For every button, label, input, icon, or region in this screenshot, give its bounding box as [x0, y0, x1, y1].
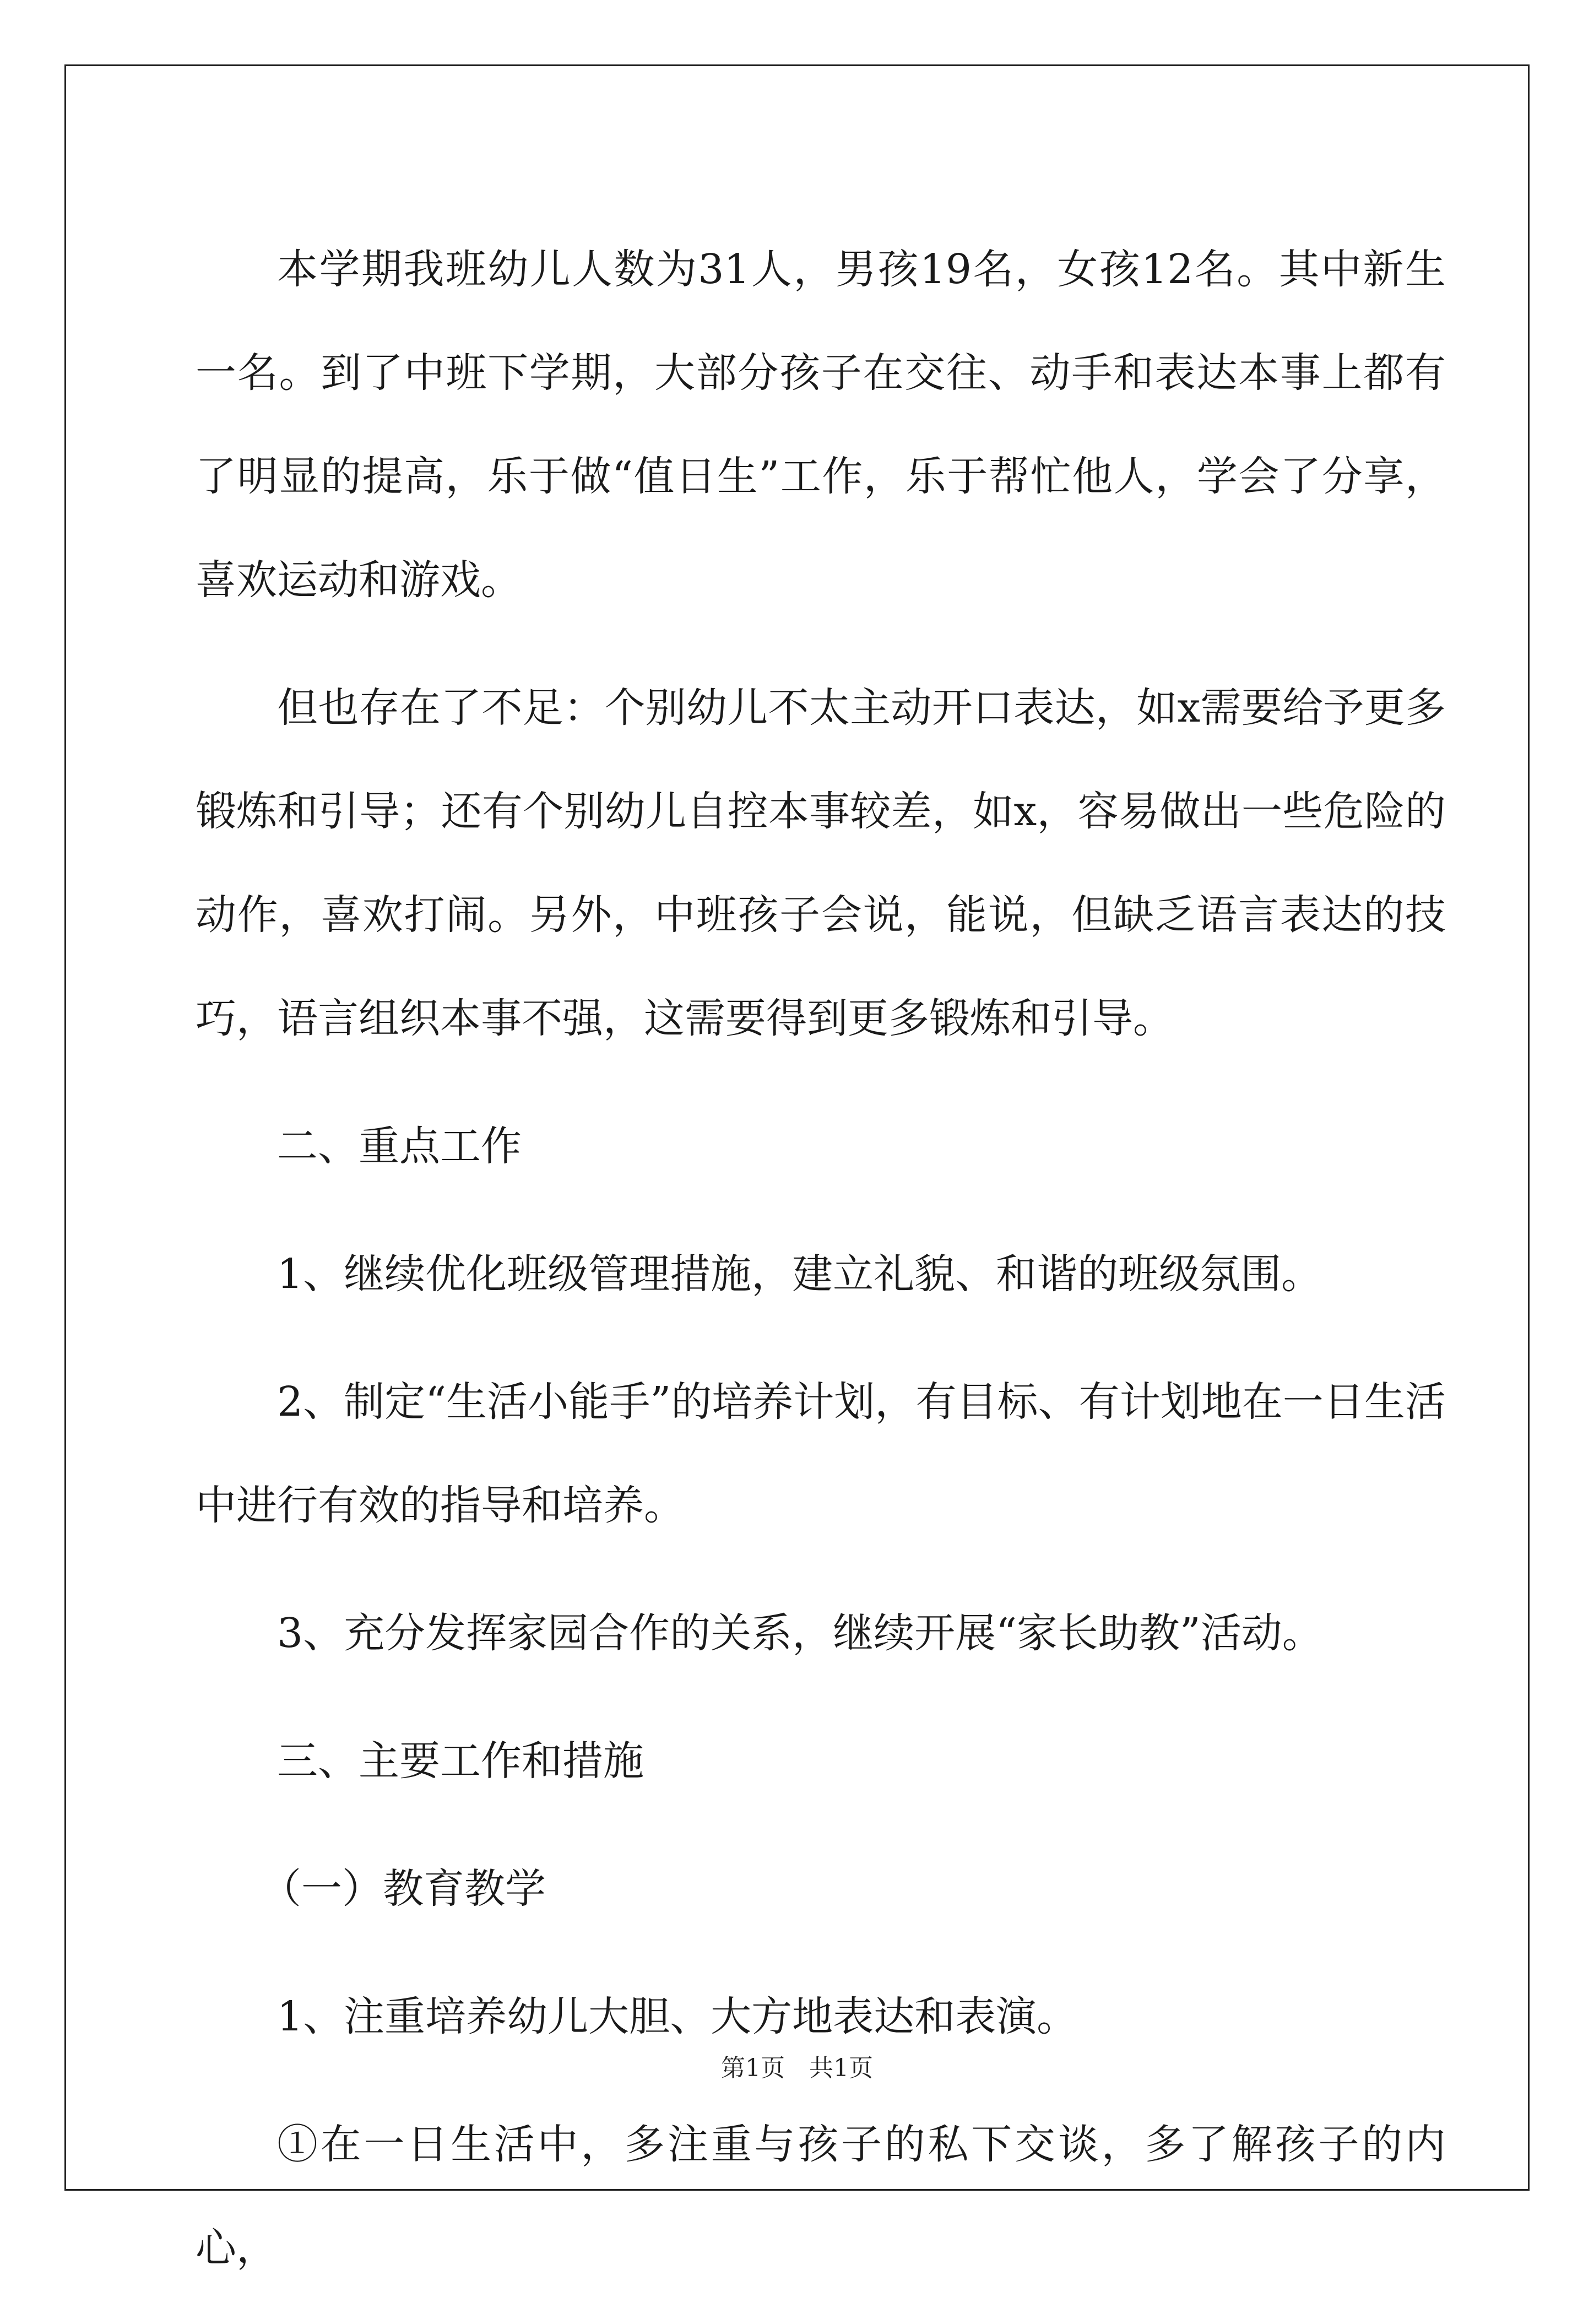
- page-number-footer: 第1页 共1页: [721, 2054, 873, 2082]
- paragraph-education-1: 1、注重培养幼儿大胆、大方地表达和表演。: [277, 1993, 1078, 2040]
- paragraph-key-work-1: 1、继续优化班级管理措施，建立礼貌、和谐的班级氛围。: [277, 1250, 1322, 1298]
- heading-key-work: 二、重点工作: [277, 1123, 522, 1170]
- document-body: [196, 218, 1446, 2324]
- paragraph-education-1-a: ①在一日生活中，多注重与孩子的私下交谈，多了解孩子的内心，: [196, 2121, 1446, 2272]
- heading-main-work: 三、主要工作和措施: [277, 1737, 644, 1785]
- subheading-education: （一）教育教学: [261, 1865, 546, 1913]
- paragraph-class-overview: 本学期我班幼儿人数为31人，男孩19名，女孩12名。其中新生一名。到了中班下学期，大部分孩子在交往、动手和表达本事上都有了明显的提高，乐于做“值日生”工作，乐于帮忙他人，学会了分享，喜欢运动和游戏。: [196, 246, 1446, 604]
- paragraph-key-work-3: 3、充分发挥家园合作的关系，继续开展“家长助教”活动。: [277, 1610, 1323, 1657]
- paragraph-key-work-2: 2、制定“生活小能手”的培养计划，有目标、有计划地在一日生活中进行有效的指导和培养。: [196, 1378, 1446, 1529]
- paragraph-shortcomings: 但也存在了不足：个别幼儿不太主动开口表达，如x需要给予更多锻炼和引导；还有个别幼儿自控本事较差，如x，容易做出一些危险的动作，喜欢打闹。另外，中班孩子会说，能说，但缺乏语言表达的技巧，语言组织本事不强，这需要得到更多锻炼和引导。: [196, 684, 1446, 1042]
